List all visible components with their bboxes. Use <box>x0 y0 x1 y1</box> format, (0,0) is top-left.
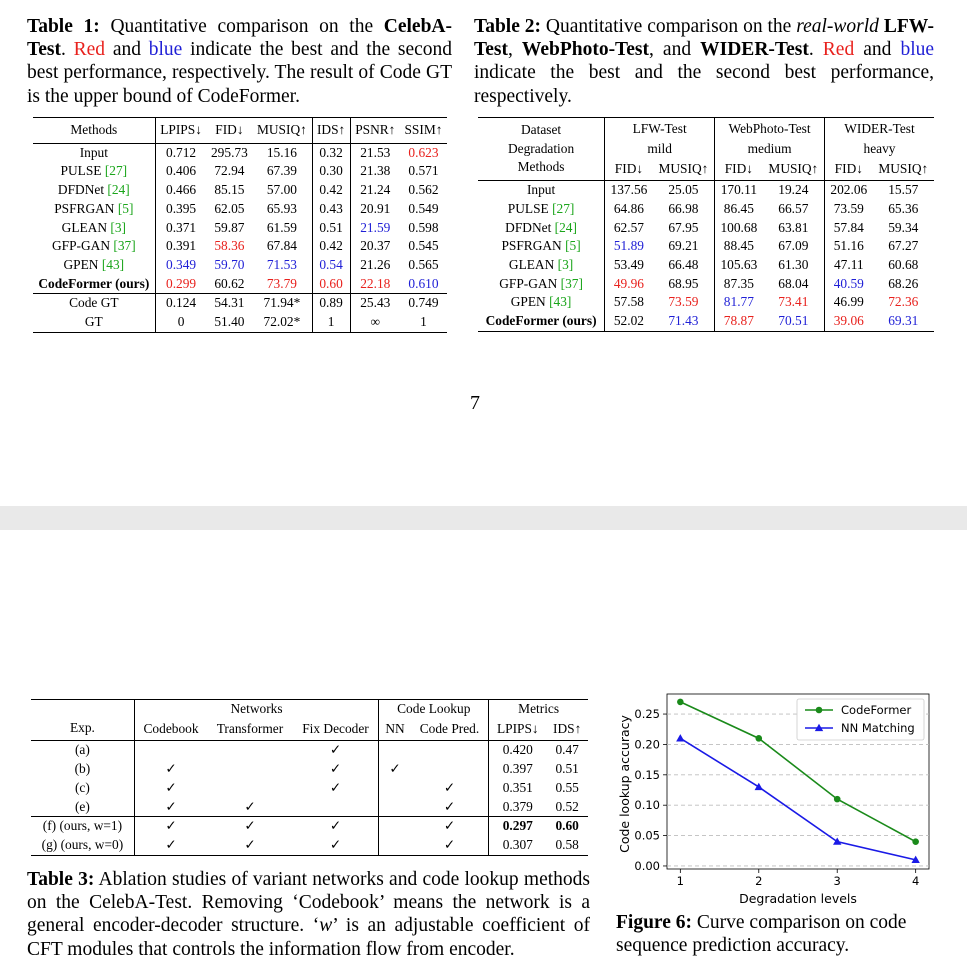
checkmark-cell <box>134 741 207 760</box>
x-tick-label: 3 <box>833 874 841 888</box>
table-row: (e) ✓ ✓ ✓ 0.379 0.52 <box>31 798 588 817</box>
chart-legend <box>797 699 924 740</box>
table-row: GPEN [43] 0.349 59.70 71.53 0.54 21.26 0.565 <box>33 256 447 275</box>
checkmark-cell <box>379 836 411 855</box>
checkmark-cell: ✓ <box>329 836 342 852</box>
method-name: PSFRGAN [5] <box>54 200 134 216</box>
table2 <box>478 117 934 332</box>
table-row: PULSE [27] 64.86 66.98 86.45 66.57 73.59 65.36 <box>478 200 934 219</box>
checkmark-cell: ✓ <box>134 836 207 855</box>
experiment-label: (c) <box>74 779 90 795</box>
experiment-label: (a) <box>74 742 90 758</box>
checkmark-cell <box>379 817 411 836</box>
table-row: (b) ✓ ✓ ✓ 0.397 0.51 <box>31 760 588 779</box>
method-name: Input <box>79 144 108 160</box>
method-name: DFDNet [24] <box>505 219 577 235</box>
checkmark-cell: ✓ <box>244 836 256 852</box>
x-tick-label: 2 <box>755 874 763 888</box>
checkmark-cell <box>379 779 411 798</box>
checkmark-cell: ✓ <box>329 742 342 758</box>
checkmark-cell: ✓ <box>329 818 342 834</box>
table-row: (g) (ours, w=0) ✓ ✓ ✓ ✓ 0.307 0.58 <box>31 836 588 855</box>
figure6-caption: Figure 6: Curve comparison on code sequence prediction accuracy. <box>616 912 907 957</box>
table-row: Input 0.712 295.73 15.16 0.32 21.53 0.623 <box>33 143 447 162</box>
checkmark-cell: ✓ <box>244 818 256 834</box>
checkmark-cell: ✓ <box>443 818 456 834</box>
chart-ylabel: Code lookup accuracy <box>617 715 632 853</box>
table-row: DFDNet [24] 0.466 85.15 57.00 0.42 21.24 0.562 <box>33 181 447 200</box>
table-row: PSFRGAN [5] 51.89 69.21 88.45 67.09 51.16 67.27 <box>478 237 934 256</box>
y-tick-label: 0.10 <box>634 798 660 813</box>
table2-dataset-row: Dataset LFW-Test WebPhoto-Test WIDER-Test <box>478 118 934 140</box>
method-name: GPEN [43] <box>63 256 125 272</box>
method-name: GFP-GAN [37] <box>499 275 583 291</box>
table1 <box>33 117 447 333</box>
table-row: Input 137.56 25.05 170.11 19.24 202.06 15.57 <box>478 181 934 200</box>
method-name: PULSE [27] <box>60 163 128 179</box>
checkmark-cell: ✓ <box>443 779 456 795</box>
page-number: 7 <box>470 392 480 414</box>
method-name: CodeFormer (ours) <box>485 313 597 329</box>
checkmark-cell: ✓ <box>443 836 456 852</box>
checkmark-cell: ✓ <box>134 760 207 779</box>
method-name: GPEN [43] <box>510 294 572 310</box>
y-tick-label: 0.25 <box>634 707 660 722</box>
legend-label: CodeFormer <box>841 703 912 717</box>
experiment-label: (g) (ours, w=0) <box>41 836 124 852</box>
method-name: CodeFormer (ours) <box>38 275 150 291</box>
chart-xlabel: Degradation levels <box>739 891 857 906</box>
table3-caption-label: Table 3: <box>27 869 95 890</box>
method-name: Code GT <box>69 295 119 311</box>
table-row: CodeFormer (ours) 52.02 71.43 78.87 70.51 39.06 69.31 <box>478 312 934 331</box>
figure6-caption-label: Figure 6: <box>616 912 693 933</box>
checkmark-cell: ✓ <box>244 798 256 814</box>
table-row: GFP-GAN [37] 49.96 68.95 87.35 68.04 40.59 68.26 <box>478 275 934 294</box>
legend-marker <box>816 707 823 714</box>
method-name: PULSE [27] <box>507 200 575 216</box>
table-row: GLEAN [3] 0.371 59.87 61.59 0.51 21.59 0.598 <box>33 219 447 238</box>
data-point <box>834 796 841 803</box>
table3-caption: Table 3: Ablation studies of variant networks and code lookup methods on the CelebA-Test. Removing ‘Codebook’ means the network is a general encoder-decoder structure. ‘w’ is an adjustable coefficient of CFT modules that controls the information flow from encoder. <box>27 869 590 960</box>
x-tick-label: 1 <box>676 874 684 888</box>
data-point <box>677 699 684 706</box>
x-tick-label: 4 <box>912 874 920 888</box>
checkmark-cell: ✓ <box>329 779 342 795</box>
table1-header-row: Methods LPIPS↓ FID↓ MUSIQ↑ IDS↑ PSNR↑ SSIM↑ <box>33 118 447 144</box>
table-row: GPEN [43] 57.58 73.59 81.77 73.41 46.99 72.36 <box>478 293 934 312</box>
table-row: GT 0 51.40 72.02* 1 ∞ 1 <box>33 313 447 332</box>
checkmark-cell: ✓ <box>134 779 207 798</box>
table-row: CodeFormer (ours) 0.299 60.62 73.79 0.60 22.18 0.610 <box>33 275 447 294</box>
data-point <box>755 735 762 742</box>
checkmark-cell <box>207 741 292 760</box>
table-row: (a) ✓ 0.420 0.47 <box>31 741 588 760</box>
data-point <box>912 838 919 845</box>
checkmark-cell: ✓ <box>134 798 207 817</box>
y-tick-label: 0.15 <box>634 767 660 782</box>
checkmark-cell <box>379 798 411 817</box>
table3-group-row: Networks Code Lookup Metrics <box>31 700 588 719</box>
table-row: DFDNet [24] 62.57 67.95 100.68 63.81 57.84 59.34 <box>478 219 934 238</box>
experiment-label: (b) <box>74 761 91 777</box>
table3-header-row: Exp. Codebook Transformer Fix Decoder NN Code Pred. LPIPS↓ IDS↑ <box>31 719 588 741</box>
series-line-nn-matching <box>680 738 915 860</box>
table1-caption-label: Table 1: <box>27 16 100 37</box>
checkmark-cell: ✓ <box>443 798 456 814</box>
method-name: DFDNet [24] <box>57 182 130 198</box>
table-row: GFP-GAN [37] 0.391 58.36 67.84 0.42 20.37 0.545 <box>33 237 447 256</box>
table-row: GLEAN [3] 53.49 66.48 105.63 61.30 47.11 60.68 <box>478 256 934 275</box>
checkmark-cell <box>411 741 489 760</box>
data-point <box>833 837 841 844</box>
checkmark-cell <box>379 741 411 760</box>
y-tick-label: 0.20 <box>634 737 660 752</box>
data-point <box>676 734 684 741</box>
checkmark-cell: ✓ <box>379 760 411 779</box>
method-name: PSFRGAN [5] <box>501 238 581 254</box>
checkmark-cell <box>207 779 292 798</box>
method-name: GT <box>84 314 103 330</box>
checkmark-cell: ✓ <box>329 761 342 777</box>
experiment-label: (f) (ours, w=1) <box>42 818 123 834</box>
table2-caption-label: Table 2: <box>474 16 542 37</box>
table-row: (c) ✓ ✓ ✓ 0.351 0.55 <box>31 779 588 798</box>
page-separator <box>0 506 967 530</box>
method-name: GLEAN [3] <box>61 219 126 235</box>
table2-caption: Table 2: Quantitative comparison on the real-world LFW-Test, WebPhoto-Test, and WIDER-Test. Red and blue indicate the best and the second best performance, respectively. <box>474 16 935 107</box>
y-tick-label: 0.00 <box>634 858 660 873</box>
legend-label: NN Matching <box>841 721 915 735</box>
method-name: GFP-GAN [37] <box>51 238 136 254</box>
table-row: (f) (ours, w=1) ✓ ✓ ✓ ✓ 0.297 0.60 <box>31 817 588 836</box>
table2-metric-row: Methods FID↓ MUSIQ↑ FID↓ MUSIQ↑ FID↓ MUSIQ↑ <box>478 158 934 180</box>
data-point <box>755 783 763 790</box>
checkmark-cell <box>207 760 292 779</box>
experiment-label: (e) <box>74 798 90 814</box>
table-row: Code GT 0.124 54.31 71.94* 0.89 25.43 0.749 <box>33 294 447 313</box>
method-name: Input <box>526 182 556 198</box>
table-row: PULSE [27] 0.406 72.94 67.39 0.30 21.38 0.571 <box>33 162 447 181</box>
table3 <box>31 699 588 856</box>
table1-caption: Table 1: Quantitative comparison on the CelebA-Test. Red and blue indicate the best and the second best performance, respectively. The result of Code GT is the upper bound of CodeFormer. <box>27 16 453 107</box>
table2-degradation-row: Degradation mild medium heavy <box>478 140 934 159</box>
method-name: GLEAN [3] <box>508 256 574 272</box>
table-row: PSFRGAN [5] 0.395 62.05 65.93 0.43 20.91 0.549 <box>33 200 447 219</box>
checkmark-cell <box>411 760 489 779</box>
checkmark-cell: ✓ <box>134 817 207 836</box>
y-tick-label: 0.05 <box>634 828 660 843</box>
checkmark-cell <box>293 798 379 817</box>
figure6-chart <box>612 688 937 910</box>
